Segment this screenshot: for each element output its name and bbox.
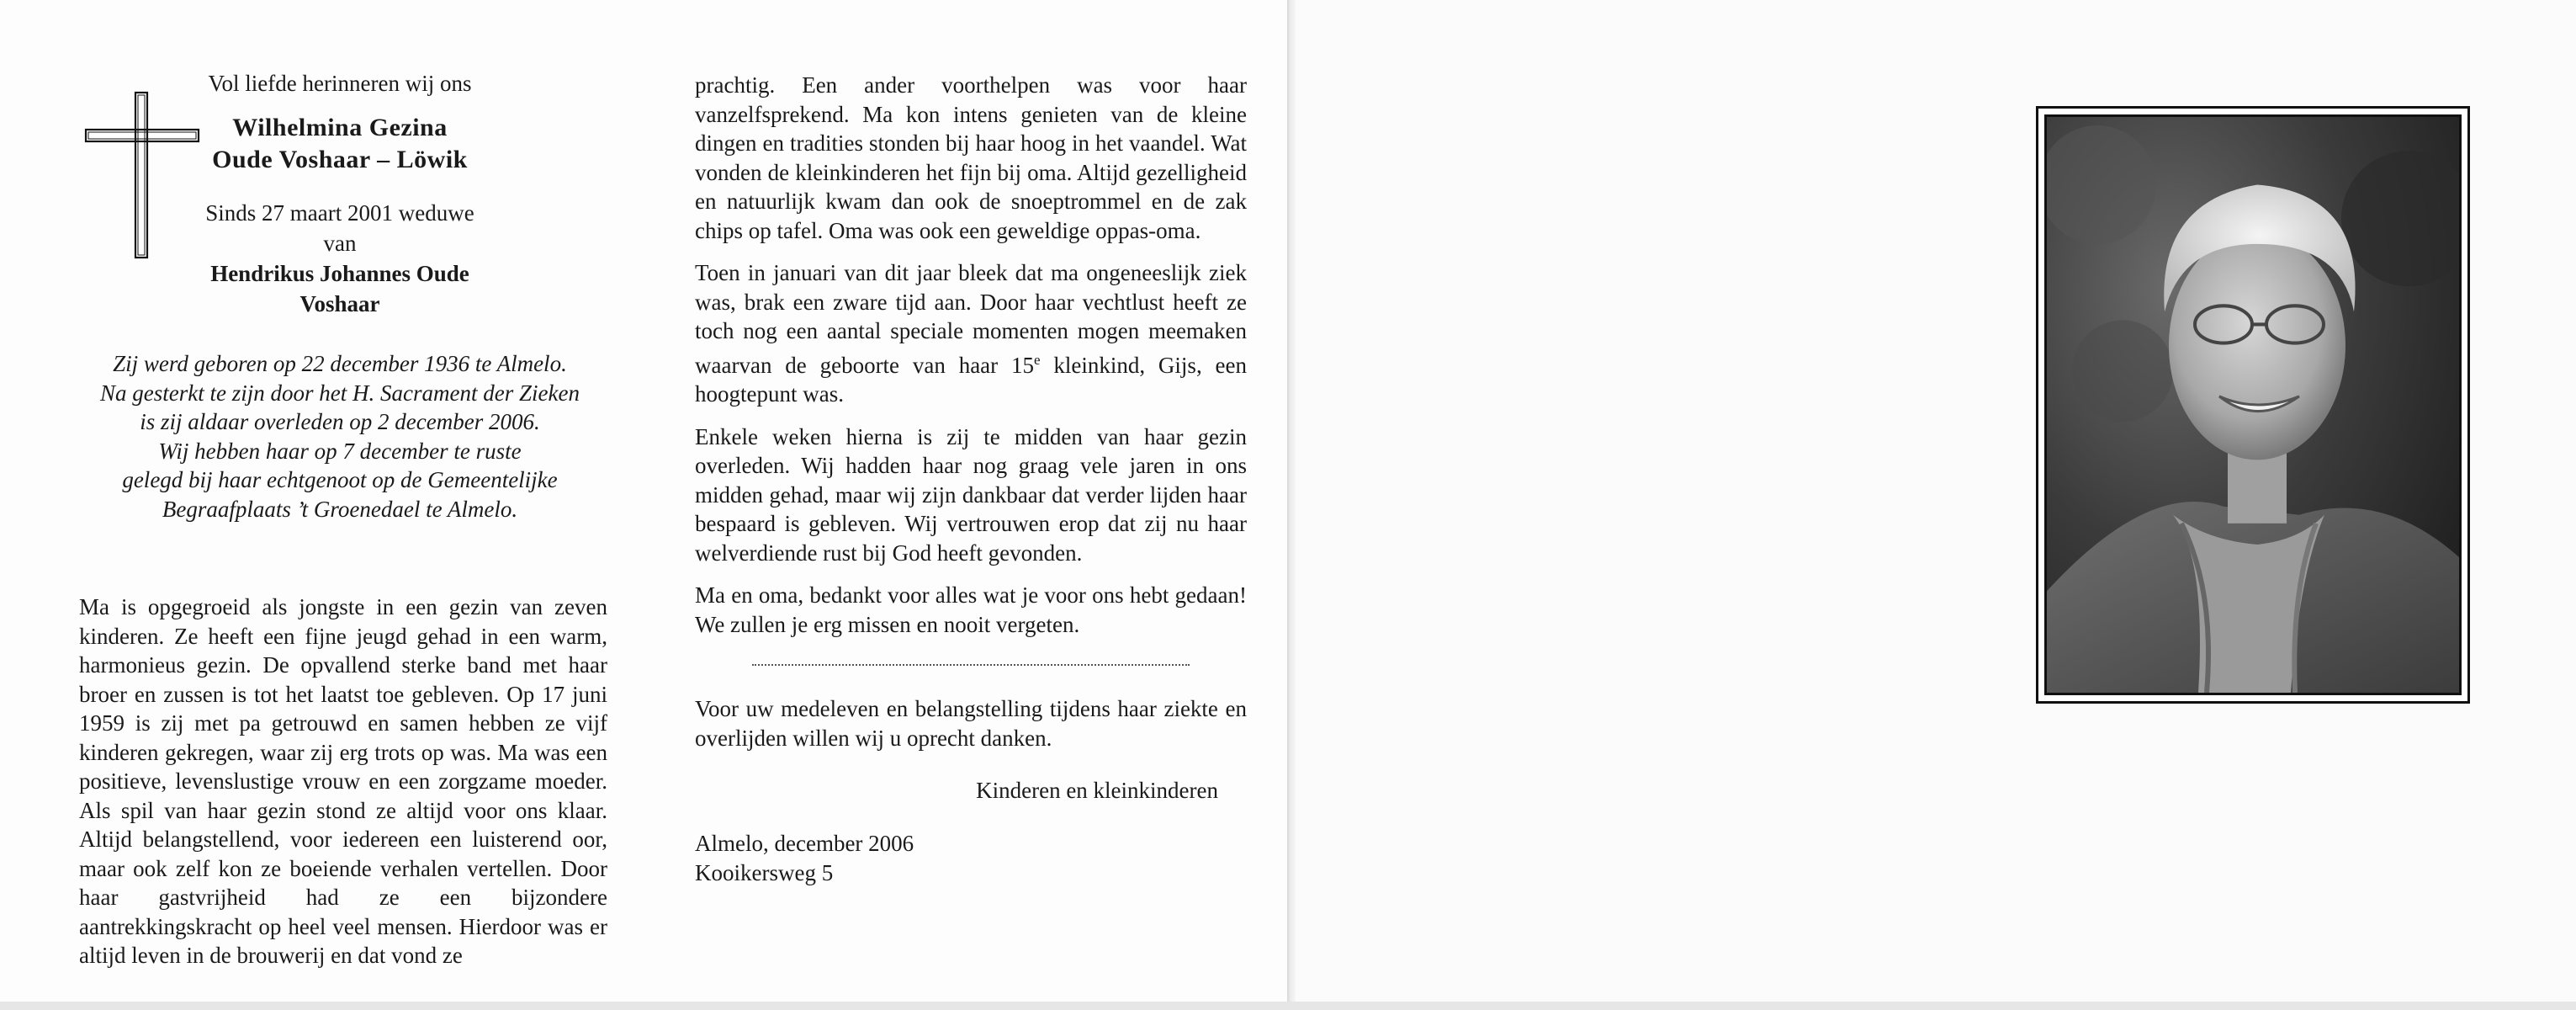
widow-line: Sinds 27 maart 2001 weduwe van	[205, 200, 474, 256]
superscript: e	[1033, 351, 1041, 368]
deceased-name	[79, 112, 607, 176]
scan-edge	[0, 1002, 2576, 1010]
story-text: Toen in januari van dit jaar bleek dat ma ongeneeslijk ziek was, brak een zware tijd aan. Door haar vechtlust heeft ze toch nog een aantal speciale momenten mogen meemaken waarvan de geboorte van haar 15	[695, 260, 1247, 378]
italic-line: Begraafplaats ’t Groenedael te Almelo.	[162, 496, 518, 522]
portrait-photo	[2044, 114, 2462, 695]
thanks-paragraph: Voor uw medeleven en belangstelling tijdens haar ziekte en overlijden willen wij u oprecht danken.	[695, 696, 1247, 751]
story-paragraph: Ma is opgegroeid als jongste in een gezin van zeven kinderen. Ze heeft een fijne jeugd gehad in een warm, harmonieus gezin. De opvallend sterke band met haar broer en zussen is tot het laatst toe gebleven. Op 17 juni 1959 is zij met pa getrouwd en samen hebben ze vijf kinderen gekregen, waar zij erg trots op was. Ma was een positieve, levenslustige vrouw en een zorgzame moeder. Als spil van haar gezin stond ze altijd voor ons klaar. Altijd belangstellend, voor iedereen een luisterend oor, maar ook zelf kon ze boeiende verhalen vertellen. Door haar gastvrijheid had ze een bijzondere aantrekkingskracht op heel veel mensen. Hierdoor was er altijd leven in de brouwerij en dat vond ze	[79, 594, 607, 968]
husband-name: Hendrikus Johannes Oude Voshaar	[210, 261, 469, 316]
story-paragraph: prachtig. Een ander voorthelpen was voor haar vanzelfsprekend. Ma kon intens genieten van de kleine dingen en tradities stonden bij haar hoog in het vaandel. Wat vonden de kleinkinderen het fijn bij oma. Altijd gezelligheid en natuurlijk kwam dan ook de snoeptrommel en de zak chips op tafel. Oma was ook een geweldige oppas-oma.	[695, 72, 1247, 243]
intro-line: Vol liefde herinneren wij ons	[208, 71, 472, 96]
story-paragraph	[695, 258, 1247, 409]
dates-statement	[62, 349, 617, 524]
right-column	[695, 71, 1247, 887]
card-fold	[1287, 0, 1296, 1010]
portrait-photo-frame	[2036, 106, 2470, 704]
story-paragraph: Enkele weken hierna is zij te midden van haar gezin overleden. Wij hadden haar nog graag vele jaren in ons midden gehad, maar wij zijn dankbaar dat verder lijden haar bespaard is gebleven. Wij vertrouwen erop dat zij nu haar welverdiende rust bij God heeft gevonden.	[695, 423, 1247, 566]
place-and-address	[695, 829, 1247, 887]
left-column	[79, 71, 607, 970]
farewell-paragraph: Ma en oma, bedankt voor alles wat je voor ons hebt gedaan! We zullen je erg missen en nooit vergeten.	[695, 582, 1247, 637]
italic-line: Na gesterkt te zijn door het H. Sacrament der Zieken	[100, 380, 580, 406]
story-text: kleinkind, Gijs, een hoogtepunt was.	[695, 352, 1247, 407]
italic-line: Zij werd geboren op 22 december 1936 te Almelo.	[113, 351, 567, 376]
dotted-divider	[752, 662, 1190, 666]
portrait-image	[2047, 117, 2459, 693]
place-date: Almelo, december 2006	[695, 831, 914, 856]
address: Kooikersweg 5	[695, 859, 834, 885]
italic-line: gelegd bij haar echtgenoot op de Gemeentelijke	[122, 467, 558, 492]
italic-line: is zij aldaar overleden op 2 december 2006.	[140, 409, 540, 434]
name-line-2: Oude Voshaar – Löwik	[212, 146, 468, 173]
signature: Kinderen en kleinkinderen	[976, 778, 1218, 803]
widow-info	[205, 198, 474, 319]
inner-left-page	[0, 0, 1287, 1010]
name-line-1: Wilhelmina Gezina	[232, 114, 448, 141]
italic-line: Wij hebben haar op 7 december te ruste	[158, 438, 522, 464]
